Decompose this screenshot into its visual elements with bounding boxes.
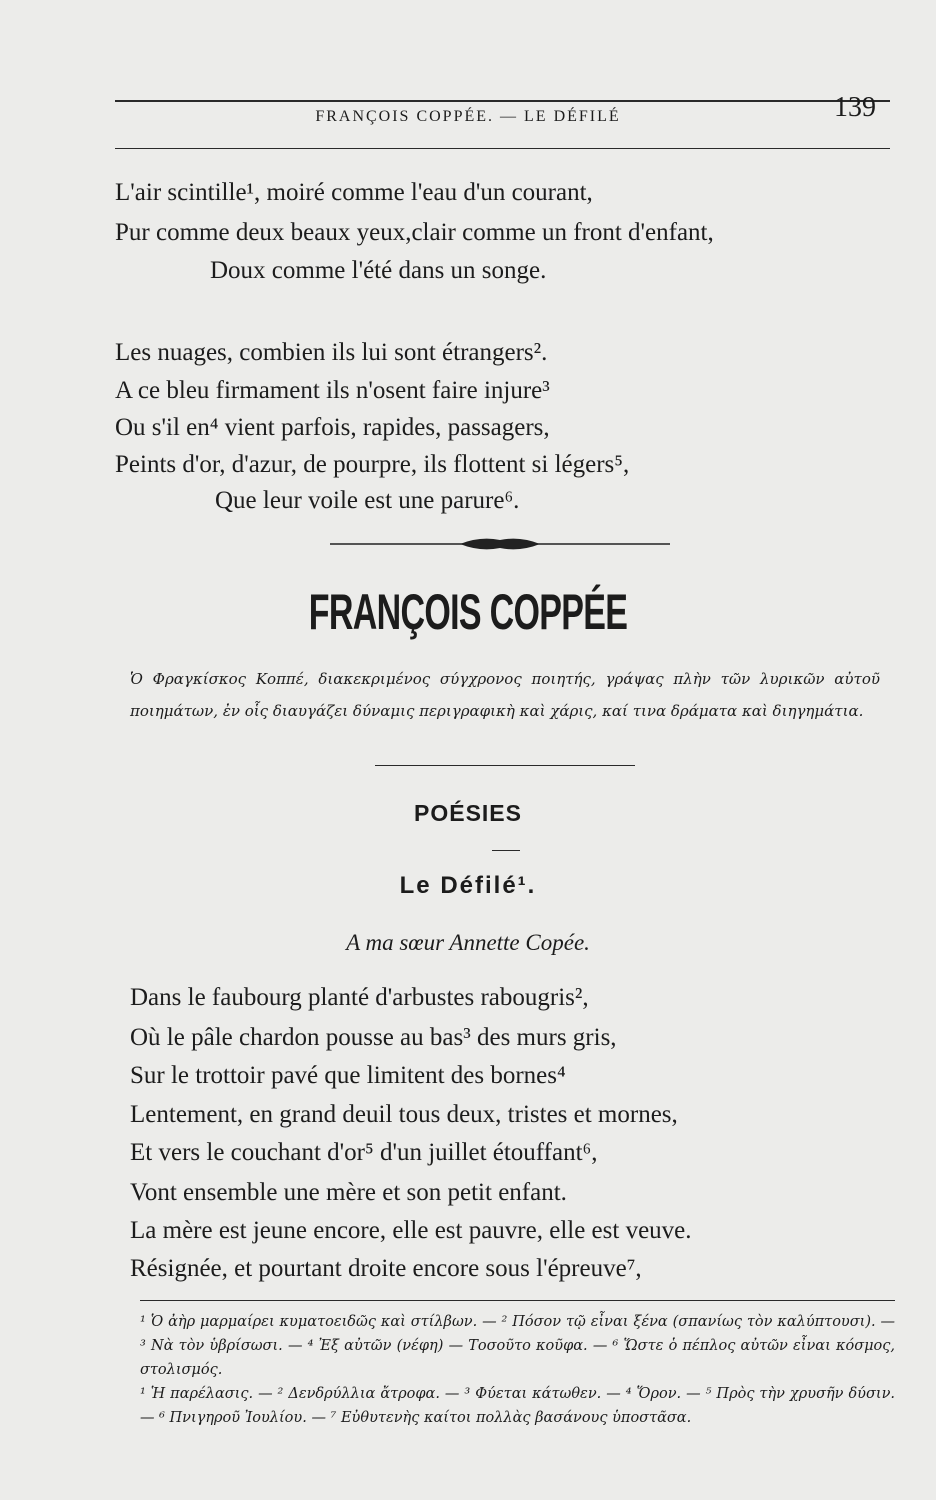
top-poem-line: A ce bleu firmament ils n'osent faire injure³ [115, 377, 550, 404]
header-rule-top [115, 100, 890, 102]
poem-line: Sur le trottoir pavé que limitent des bornes⁴ [130, 1062, 566, 1089]
section-title: POÉSIES [414, 800, 522, 826]
author-biography: Ὁ Φραγκίσκος Κοππέ, διακεκριμένος σύγχρονος ποιητής, γράψας πλὴν τῶν λυρικῶν αὐτοῦ ποιημάτων, ἐν οἷς διαυγάζει δύναμις περιγραφικὴ καὶ χάρις, καί τινα δράματα καὶ διηγημάτια. [130, 670, 880, 720]
poem-title: Le Défilé¹. [399, 872, 537, 899]
footnote-rule [140, 1300, 895, 1301]
footnote-block: ¹ Ὁ ἀὴρ μαρμαίρει κυματοειδῶς καὶ στίλβων. — ² Πόσον τῷ εἶναι ξένα (σπανίως τὸν καλύπτουσι). — ³ Νὰ τὸν ὑβρίσωσι. — ⁴ Ἐξ αὐτῶν (νέφη) — Τοσοῦτο κοῦφα. — ⁶ Ὥστε ὁ πέπλος αὐτῶν εἶναι κόσμος, στολισμός. [140, 1314, 895, 1378]
short-divider [492, 850, 520, 851]
top-poem-line: Pur comme deux beaux yeux,clair comme un front d'enfant, [115, 219, 714, 246]
top-poem-line: Que leur voile est une parure⁶. [215, 487, 520, 514]
header-rule-bottom [115, 148, 890, 149]
top-poem-line: Ou s'il en⁴ vient parfois, rapides, passagers, [115, 414, 550, 441]
poem-line: Vont ensemble une mère et son petit enfant. [130, 1179, 567, 1206]
author-title: FRANÇOIS COPPÉE [308, 584, 628, 640]
ornamental-divider [330, 532, 670, 556]
poem-dedication: A ma sœur Annette Copée. [346, 930, 590, 955]
page-number: 139 [834, 92, 876, 123]
poem-line: Résignée, et pourtant droite encore sous l'épreuve⁷, [130, 1255, 642, 1282]
poem-line: Dans le faubourg planté d'arbustes rabougris², [130, 984, 589, 1011]
poem-line: Où le pâle chardon pousse au bas³ des murs gris, [130, 1024, 617, 1051]
poem-line: Lentement, en grand deuil tous deux, tristes et mornes, [130, 1101, 678, 1128]
section-divider [375, 765, 635, 766]
top-poem-line: L'air scintille¹, moiré comme l'eau d'un courant, [115, 179, 593, 206]
top-poem-line: Peints d'or, d'azur, de pourpre, ils flottent si légers⁵, [115, 451, 630, 478]
top-poem-line: Les nuages, combien ils lui sont étrangers². [115, 339, 548, 366]
footnotes [140, 1310, 895, 1430]
poem-line: La mère est jeune encore, elle est pauvre, elle est veuve. [130, 1217, 692, 1244]
poem-line: Et vers le couchant d'or⁵ d'un juillet étouffant⁶, [130, 1139, 598, 1166]
running-header: FRANÇOIS COPPÉE. — LE DÉFILÉ [315, 108, 621, 125]
top-poem-line: Doux comme l'été dans un songe. [210, 257, 547, 284]
footnote-block: ¹ Ἡ παρέλασις. — ² Δενδρύλλια ἄτροφα. — ³ Φύεται κάτωθεν. — ⁴ Ὅρον. — ⁵ Πρὸς τὴν χρυσῆν δύσιν. — ⁶ Πνιγηροῦ Ἰουλίου. — ⁷ Εὐθυτενὴς καίτοι πολλὰς βασάνους ὑποστᾶσα. [140, 1386, 895, 1426]
